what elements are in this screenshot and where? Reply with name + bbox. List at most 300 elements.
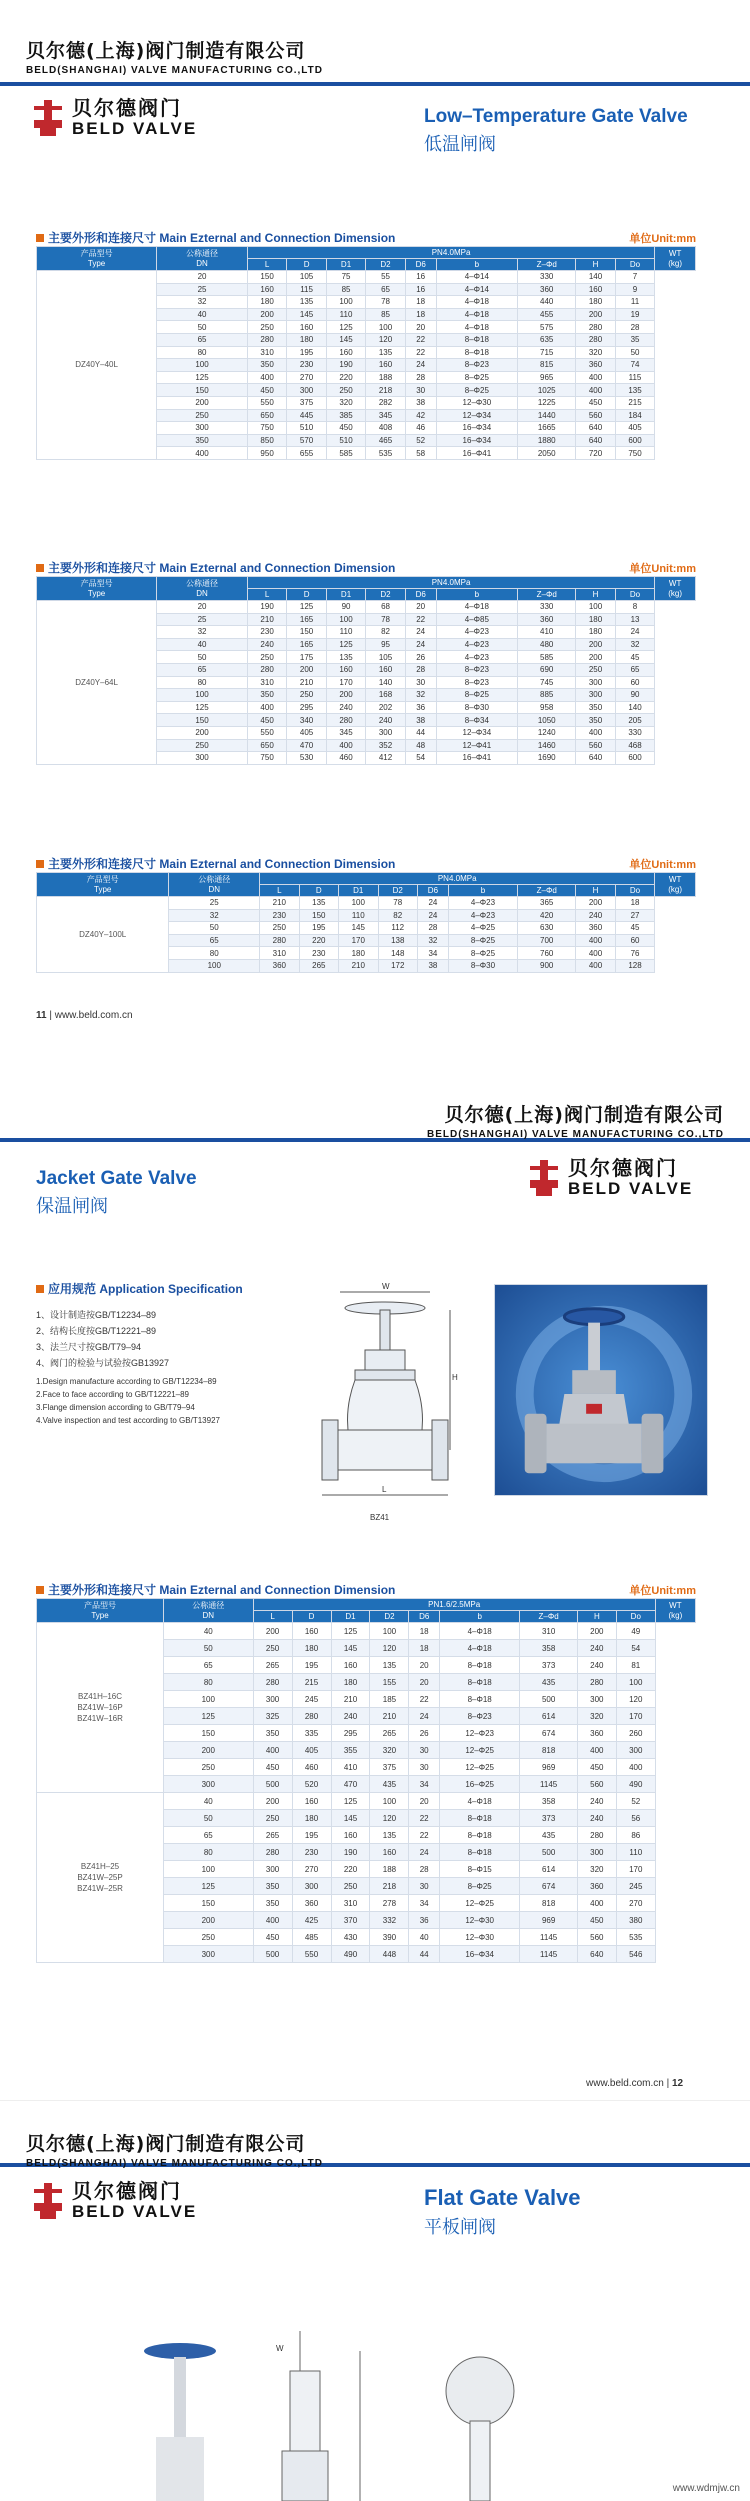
table-cell: 400 [576, 934, 615, 947]
table-cell: 80 [169, 947, 260, 960]
table-cell: 600 [615, 434, 654, 447]
table-cell: 4–Φ23 [436, 638, 517, 651]
table-cell: 220 [326, 371, 365, 384]
bullet-square-icon [36, 1285, 44, 1293]
table-cell: 278 [370, 1895, 409, 1912]
table-cell: 110 [339, 909, 378, 922]
table-cell: 28 [405, 663, 436, 676]
page-number: 11 [36, 1010, 47, 1021]
table-cell: 300 [576, 689, 615, 702]
table-cell: 25 [157, 283, 248, 296]
table-cell: 200 [253, 1793, 292, 1810]
page-low-temp [0, 0, 750, 1030]
table-cell: 460 [292, 1759, 331, 1776]
table-cell: 13 [615, 613, 654, 626]
page-title-cn: 低温闸阀 [424, 134, 496, 154]
table-cell: 68 [366, 601, 405, 614]
table-cell: 145 [287, 308, 326, 321]
table-cell: 375 [287, 396, 326, 409]
table-cell: 80 [157, 346, 248, 359]
table-cell: 120 [370, 1640, 409, 1657]
section-title: 主要外形和连接尺寸 Main Ezternal and Connection Dimension [48, 231, 396, 245]
table-cell: 550 [247, 726, 286, 739]
table-cell: 230 [247, 626, 286, 639]
table-cell: 215 [292, 1674, 331, 1691]
table-cell: 4–Φ18 [436, 308, 517, 321]
table-cell: 969 [520, 1912, 577, 1929]
table-cell: 295 [331, 1725, 370, 1742]
table-cell: 8–Φ25 [436, 384, 517, 397]
table-cell: 310 [331, 1895, 370, 1912]
table-cell: 150 [164, 1895, 254, 1912]
table-cell: 160 [370, 1844, 409, 1861]
table-cell: 25 [169, 897, 260, 910]
table-cell: 210 [247, 613, 286, 626]
table-cell: 250 [164, 1929, 254, 1946]
table-cell: 280 [247, 333, 286, 346]
table-cell: 400 [577, 1742, 616, 1759]
table-cell: 50 [164, 1640, 254, 1657]
table-cell: 310 [520, 1623, 577, 1640]
table-cell: 18 [615, 897, 654, 910]
table-cell: 1880 [518, 434, 576, 447]
table-cell: 80 [157, 676, 248, 689]
dimension-table-40l [36, 246, 696, 460]
header-col: H [576, 589, 615, 601]
table-cell: 120 [616, 1691, 655, 1708]
table-cell: 325 [253, 1708, 292, 1725]
table-cell: 360 [577, 1725, 616, 1742]
table-cell: 332 [370, 1912, 409, 1929]
spec-item: 1、设计制造按GB/T12234–89 [36, 1310, 157, 1320]
table-cell: 1460 [518, 739, 576, 752]
table-cell: 240 [247, 638, 286, 651]
table-cell: 240 [326, 701, 365, 714]
page-title-en: Jacket Gate Valve [36, 1168, 197, 1189]
table-cell: 80 [164, 1844, 254, 1861]
company-name-cn: 贝尔德(上海)阀门制造有限公司 [26, 40, 306, 62]
table-cell: 38 [405, 714, 436, 727]
table-cell: 27 [615, 909, 654, 922]
table-cell: 82 [378, 909, 417, 922]
table-cell: 8–Φ25 [448, 947, 517, 960]
spec-item: 3、法兰尺寸按GB/T79–94 [36, 1342, 142, 1352]
table-cell: 80 [164, 1674, 254, 1691]
table-cell: 16–Φ34 [436, 434, 517, 447]
table-cell: 30 [405, 676, 436, 689]
table-cell: 585 [326, 447, 365, 460]
table-cell: 32 [157, 626, 248, 639]
section-title: 主要外形和连接尺寸 Main Ezternal and Connection Dimension [48, 561, 396, 575]
page-title-en: Flat Gate Valve [424, 2185, 581, 2210]
table-cell: 20 [409, 1657, 439, 1674]
table-cell: 78 [366, 613, 405, 626]
header-col: D6 [405, 259, 436, 271]
table-cell: 650 [247, 739, 286, 752]
table-cell: 28 [417, 922, 448, 935]
header-col: D1 [326, 259, 365, 271]
table-cell: 358 [520, 1793, 577, 1810]
header-model: 产品型号 Type [37, 1599, 164, 1623]
table-cell: 8–Φ18 [439, 1810, 519, 1827]
table-cell: 125 [157, 701, 248, 714]
table-cell: 280 [577, 1827, 616, 1844]
table-cell: 535 [616, 1929, 655, 1946]
table-cell: 138 [378, 934, 417, 947]
table-cell: 135 [370, 1827, 409, 1844]
table-cell: 125 [331, 1623, 370, 1640]
table-cell: 40 [157, 308, 248, 321]
table-cell: 24 [405, 359, 436, 372]
table-cell: 4–Φ25 [448, 922, 517, 935]
table-cell: 20 [405, 321, 436, 334]
table-cell: 240 [577, 1793, 616, 1810]
table-cell: 373 [520, 1657, 577, 1674]
table-cell: 250 [287, 689, 326, 702]
table-cell: 160 [292, 1793, 331, 1810]
table-cell: 81 [616, 1657, 655, 1674]
table-cell: 202 [366, 701, 405, 714]
header-col: b [448, 885, 517, 897]
header-pressure: PN1.6/2.5MPa [253, 1599, 655, 1611]
table-cell: 12–Φ25 [439, 1895, 519, 1912]
page-title-cn: 平板闸阀 [424, 2217, 496, 2237]
table-cell: 12–Φ34 [436, 409, 517, 422]
table-cell: 74 [615, 359, 654, 372]
table-cell: 969 [520, 1759, 577, 1776]
unit-label: 单位Unit:mm [629, 563, 696, 575]
table-cell: 240 [577, 1657, 616, 1674]
table-cell: 32 [405, 689, 436, 702]
svg-text:W: W [276, 2344, 284, 2353]
header-col: H [577, 1611, 616, 1623]
table-cell: 220 [299, 934, 338, 947]
table-cell: 265 [253, 1657, 292, 1674]
table-cell: 245 [616, 1878, 655, 1895]
table-cell: 200 [253, 1623, 292, 1640]
table-cell: 160 [247, 283, 286, 296]
table-cell: 160 [287, 321, 326, 334]
header-model: 产品型号 Type [37, 577, 157, 601]
table-cell: 390 [370, 1929, 409, 1946]
table-cell: 250 [247, 651, 286, 664]
table-cell: 230 [292, 1844, 331, 1861]
table-cell: 54 [405, 752, 436, 765]
table-cell: 85 [366, 308, 405, 321]
table-cell: 175 [287, 651, 326, 664]
header-col: L [247, 589, 286, 601]
table-row [37, 897, 696, 910]
table-cell: 12–Φ30 [439, 1912, 519, 1929]
table-cell: 8–Φ34 [436, 714, 517, 727]
unit-label: 单位Unit:mm [629, 1585, 696, 1597]
table-cell: 24 [417, 909, 448, 922]
header-col: b [439, 1611, 519, 1623]
table-cell: 360 [577, 1878, 616, 1895]
table-cell: 510 [287, 422, 326, 435]
table-cell: 468 [615, 739, 654, 752]
model-cell: DZ40Y–100L [37, 897, 169, 973]
table-cell: 200 [247, 308, 286, 321]
table-cell: 360 [260, 959, 299, 972]
table-cell: 674 [520, 1725, 577, 1742]
table-cell: 12–Φ25 [439, 1742, 519, 1759]
table-cell: 885 [518, 689, 576, 702]
unit-label: 单位Unit:mm [629, 859, 696, 871]
table-cell: 640 [576, 434, 615, 447]
table-cell: 195 [287, 346, 326, 359]
header-col: Do [616, 1611, 655, 1623]
table-cell: 12–Φ30 [436, 396, 517, 409]
table-cell: 100 [366, 321, 405, 334]
table-cell: 135 [299, 897, 338, 910]
table-cell: 400 [616, 1759, 655, 1776]
table-cell: 1665 [518, 422, 576, 435]
table-cell: 818 [520, 1742, 577, 1759]
table-cell: 280 [253, 1674, 292, 1691]
table-cell: 19 [615, 308, 654, 321]
table-cell: 180 [331, 1674, 370, 1691]
table-cell: 8–Φ25 [436, 371, 517, 384]
table-cell: 188 [370, 1861, 409, 1878]
table-cell: 50 [615, 346, 654, 359]
table-cell: 350 [247, 689, 286, 702]
table-cell: 360 [518, 283, 576, 296]
header-col: D [287, 589, 326, 601]
spec-list-en [36, 1375, 243, 1427]
header-dn: 公称通径 DN [157, 577, 248, 601]
table-cell: 195 [299, 922, 338, 935]
header-model: 产品型号 Type [37, 873, 169, 897]
brand-logo [30, 98, 197, 138]
table-cell: 400 [576, 371, 615, 384]
table-cell: 8–Φ18 [439, 1827, 519, 1844]
unit-label: 单位Unit:mm [629, 233, 696, 245]
header-col: D2 [366, 259, 405, 271]
table-cell: 200 [576, 308, 615, 321]
table-cell: 24 [409, 1708, 439, 1725]
table-cell: 100 [370, 1623, 409, 1640]
table-cell: 614 [520, 1861, 577, 1878]
table-cell: 560 [577, 1776, 616, 1793]
table-cell: 7 [615, 271, 654, 284]
table-cell: 115 [615, 371, 654, 384]
table-cell: 440 [518, 296, 576, 309]
table-cell: 150 [157, 714, 248, 727]
table-cell: 818 [520, 1895, 577, 1912]
table-cell: 720 [576, 447, 615, 460]
table-cell: 18 [409, 1623, 439, 1640]
header-col: L [247, 259, 286, 271]
header-pressure: PN4.0MPa [260, 873, 655, 885]
table-cell: 360 [576, 359, 615, 372]
table-cell: 674 [520, 1878, 577, 1895]
table-cell: 150 [164, 1725, 254, 1742]
table-cell: 210 [260, 897, 299, 910]
header-model: 产品型号 Type [37, 247, 157, 271]
table-cell: 100 [370, 1793, 409, 1810]
header-dn: 公称通径 DN [169, 873, 260, 897]
table-cell: 412 [366, 752, 405, 765]
section-title: 主要外形和连接尺寸 Main Ezternal and Connection Dimension [48, 1583, 396, 1597]
brand-cn: 贝尔德阀门 [568, 1158, 678, 1180]
table-cell: 30 [409, 1878, 439, 1895]
header-col: b [436, 259, 517, 271]
table-cell: 1240 [518, 726, 576, 739]
header-col: Z–Φd [518, 259, 576, 271]
table-cell: 145 [331, 1640, 370, 1657]
table-cell: 16 [405, 283, 436, 296]
spec-list-cn [36, 1307, 243, 1371]
table-cell: 100 [339, 897, 378, 910]
table-cell: 56 [616, 1810, 655, 1827]
dimension-section-1 [36, 222, 696, 460]
spec-item: 3.Flange dimension according to GB/T79–94 [36, 1403, 195, 1412]
table-cell: 1440 [518, 409, 576, 422]
table-cell: 1145 [520, 1929, 577, 1946]
table-cell: 240 [576, 909, 615, 922]
table-cell: 145 [331, 1810, 370, 1827]
table-cell: 180 [576, 626, 615, 639]
table-cell: 330 [615, 726, 654, 739]
table-cell: 460 [326, 752, 365, 765]
table-cell: 250 [157, 409, 248, 422]
header-col: D6 [405, 589, 436, 601]
table-cell: 24 [405, 626, 436, 639]
table-cell: 200 [164, 1742, 254, 1759]
website-link[interactable]: www.beld.com.cn [54, 1010, 133, 1021]
table-cell: 1050 [518, 714, 576, 727]
header-weight: WT (kg) [655, 577, 696, 601]
table-cell: 12–Φ34 [436, 726, 517, 739]
header-col: D [292, 1611, 331, 1623]
page-title [424, 106, 688, 156]
header-col: D1 [331, 1611, 370, 1623]
model-cell: DZ40Y–64L [37, 601, 157, 765]
table-cell: 16 [405, 271, 436, 284]
table-row [37, 601, 696, 614]
company-name-en: BELD(SHANGHAI) VALVE MANUFACTURING CO.,LTD [26, 2158, 323, 2169]
table-cell: 125 [331, 1793, 370, 1810]
table-cell: 190 [247, 601, 286, 614]
table-cell: 22 [409, 1691, 439, 1708]
table-cell: 1145 [520, 1776, 577, 1793]
table-cell: 300 [616, 1742, 655, 1759]
table-cell: 40 [164, 1623, 254, 1640]
table-cell: 490 [616, 1776, 655, 1793]
table-cell: 240 [366, 714, 405, 727]
table-cell: 500 [253, 1946, 292, 1963]
table-cell: 250 [253, 1810, 292, 1827]
table-cell: 265 [299, 959, 338, 972]
header-col: Z–Φd [518, 885, 576, 897]
table-cell: 24 [405, 638, 436, 651]
header-col: H [576, 259, 615, 271]
table-cell: 4–Φ18 [436, 321, 517, 334]
company-name-en: BELD(SHANGHAI) VALVE MANUFACTURING CO.,LTD [26, 65, 323, 76]
table-cell: 40 [164, 1793, 254, 1810]
header-pressure: PN4.0MPa [247, 577, 654, 589]
table-cell: 8–Φ18 [439, 1844, 519, 1861]
table-cell: 180 [576, 296, 615, 309]
table-cell: 135 [326, 651, 365, 664]
table-cell: 210 [339, 959, 378, 972]
table-cell: 425 [292, 1912, 331, 1929]
table-cell: 22 [405, 346, 436, 359]
table-cell: 34 [409, 1776, 439, 1793]
table-cell: 50 [157, 321, 248, 334]
dimension-section-2 [36, 552, 696, 765]
table-cell: 22 [405, 613, 436, 626]
table-cell: 470 [331, 1776, 370, 1793]
table-cell: 160 [366, 663, 405, 676]
table-cell: 54 [616, 1640, 655, 1657]
spec-item: 2.Face to face according to GB/T12221–89 [36, 1390, 189, 1399]
table-cell: 16–Φ41 [436, 447, 517, 460]
table-cell: 205 [615, 714, 654, 727]
table-cell: 448 [370, 1946, 409, 1963]
table-cell: 408 [366, 422, 405, 435]
table-cell: 480 [518, 638, 576, 651]
table-cell: 230 [260, 909, 299, 922]
website-link[interactable]: www.beld.com.cn [586, 2078, 664, 2089]
table-cell: 950 [247, 447, 286, 460]
table-cell: 8–Φ30 [436, 701, 517, 714]
table-cell: 65 [164, 1827, 254, 1844]
table-cell: 22 [409, 1827, 439, 1844]
table-cell: 195 [292, 1657, 331, 1674]
table-cell: 450 [247, 384, 286, 397]
header-dn: 公称通径 DN [164, 1599, 254, 1623]
table-cell: 355 [331, 1742, 370, 1759]
table-cell: 184 [615, 409, 654, 422]
table-cell: 2050 [518, 447, 576, 460]
header-col: D2 [366, 589, 405, 601]
page-footer: 11 | www.beld.com.cn [36, 1010, 133, 1021]
table-cell: 8–Φ23 [436, 359, 517, 372]
table-cell: 95 [366, 638, 405, 651]
table-cell: 300 [576, 676, 615, 689]
svg-text:W: W [382, 1282, 390, 1291]
table-cell: 172 [378, 959, 417, 972]
table-cell: 335 [292, 1725, 331, 1742]
table-cell: 65 [615, 663, 654, 676]
table-cell: 110 [326, 626, 365, 639]
table-cell: 20 [157, 271, 248, 284]
table-cell: 28 [409, 1861, 439, 1878]
table-cell: 125 [164, 1708, 254, 1725]
table-cell: 110 [616, 1844, 655, 1861]
table-cell: 105 [366, 651, 405, 664]
table-cell: 40 [157, 638, 248, 651]
table-cell: 310 [247, 346, 286, 359]
table-cell: 210 [331, 1691, 370, 1708]
table-cell: 25 [157, 613, 248, 626]
table-cell: 190 [331, 1844, 370, 1861]
table-cell: 125 [287, 601, 326, 614]
table-cell: 18 [409, 1640, 439, 1657]
table-cell: 365 [518, 897, 576, 910]
table-cell: 470 [287, 739, 326, 752]
table-cell: 180 [287, 333, 326, 346]
table-cell: 210 [370, 1708, 409, 1725]
table-cell: 170 [326, 676, 365, 689]
table-cell: 360 [292, 1895, 331, 1912]
table-cell: 120 [370, 1810, 409, 1827]
table-row [37, 1793, 696, 1810]
table-cell: 155 [370, 1674, 409, 1691]
table-cell: 300 [164, 1946, 254, 1963]
